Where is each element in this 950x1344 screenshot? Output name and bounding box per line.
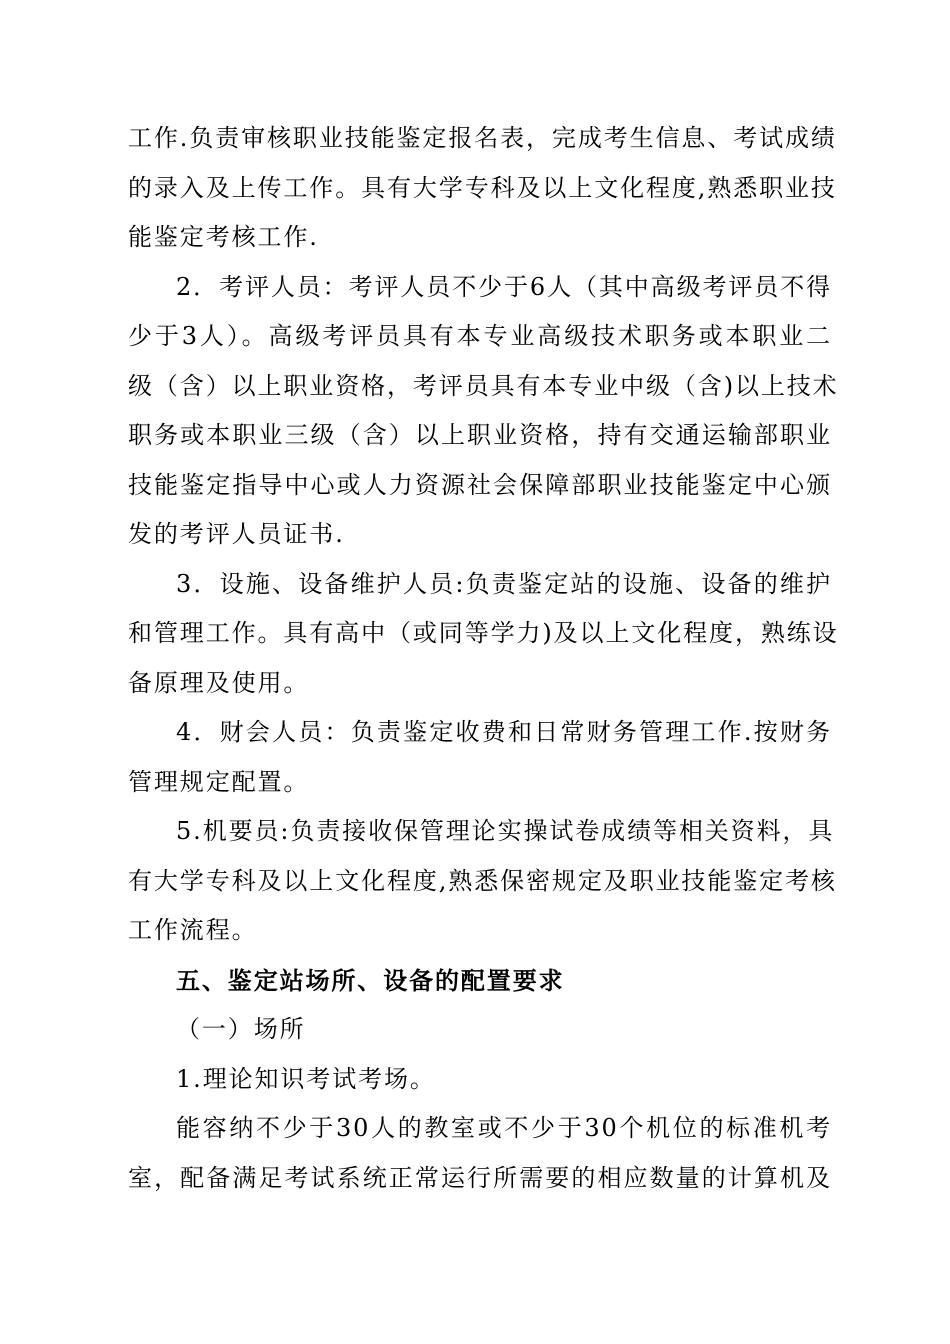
text-line: 能鉴定考核工作. xyxy=(128,223,319,251)
text-line: 的录入及上传工作。具有大学专科及以上文化程度,熟悉职业技 xyxy=(128,173,837,202)
paragraph-staff-duties-continued xyxy=(128,114,837,263)
text-line: 3．设施、设备维护人员:负责鉴定站的设施、设备的维护 xyxy=(176,569,832,598)
text-line: 工作.负责审核职业技能鉴定报名表，完成考生信息、考试成绩 xyxy=(128,124,837,152)
paragraph-maintenance-staff xyxy=(128,560,839,709)
section-heading xyxy=(128,956,832,1006)
paragraph-examiners xyxy=(128,263,839,560)
text-line: 发的考评人员证书. xyxy=(128,520,345,548)
text-line: 职务或本职业三级（含）以上职业资格，持有交通运输部职业 xyxy=(128,421,832,449)
text-line: 工作流程。 xyxy=(128,916,258,944)
subsection-heading xyxy=(128,1005,832,1055)
text-line: 能容纳不少于30人的教室或不少于30个机位的标准机考 xyxy=(176,1114,832,1142)
heading-text: 五、鉴定站场所、设备的配置要求 xyxy=(176,965,565,995)
text-line: 5.机要员:负责接收保管理论实操试卷成绩等相关资料，具 xyxy=(176,817,835,845)
text-line: 管理规定配置。 xyxy=(128,767,310,796)
text-line: 1.理论知识考试考场。 xyxy=(176,1064,436,1093)
paragraph-confidential-clerk xyxy=(128,807,837,956)
paragraph-finance-staff xyxy=(128,708,832,807)
text-line: 备原理及使用。 xyxy=(128,668,310,697)
text-line: 室，配备满足考试系统正常运行所需要的相应数量的计算机及 xyxy=(128,1163,832,1192)
text-line: 有大学专科及以上文化程度,熟悉保密规定及职业技能鉴定考核 xyxy=(128,866,837,895)
document-page xyxy=(128,114,839,1203)
paragraph-theory-exam-room xyxy=(128,1104,832,1203)
text-line: 4．财会人员：负责鉴定收费和日常财务管理工作.按财务 xyxy=(176,718,832,746)
text-line: 级（含）以上职业资格，考评员具有本专业中级（含)以上技术 xyxy=(128,371,839,400)
text-line: 少于3人）。高级考评员具有本专业高级技术职务或本职业二 xyxy=(128,322,832,350)
item-heading xyxy=(128,1055,832,1105)
text-line: （一）场所 xyxy=(176,1015,306,1043)
text-line: 技能鉴定指导中心或人力资源社会保障部职业技能鉴定中心颁 xyxy=(128,470,832,499)
text-line: 2．考评人员：考评人员不少于6人（其中高级考评员不得 xyxy=(176,272,832,301)
text-line: 和管理工作。具有高中（或同等学力)及以上文化程度，熟练设 xyxy=(128,619,839,647)
